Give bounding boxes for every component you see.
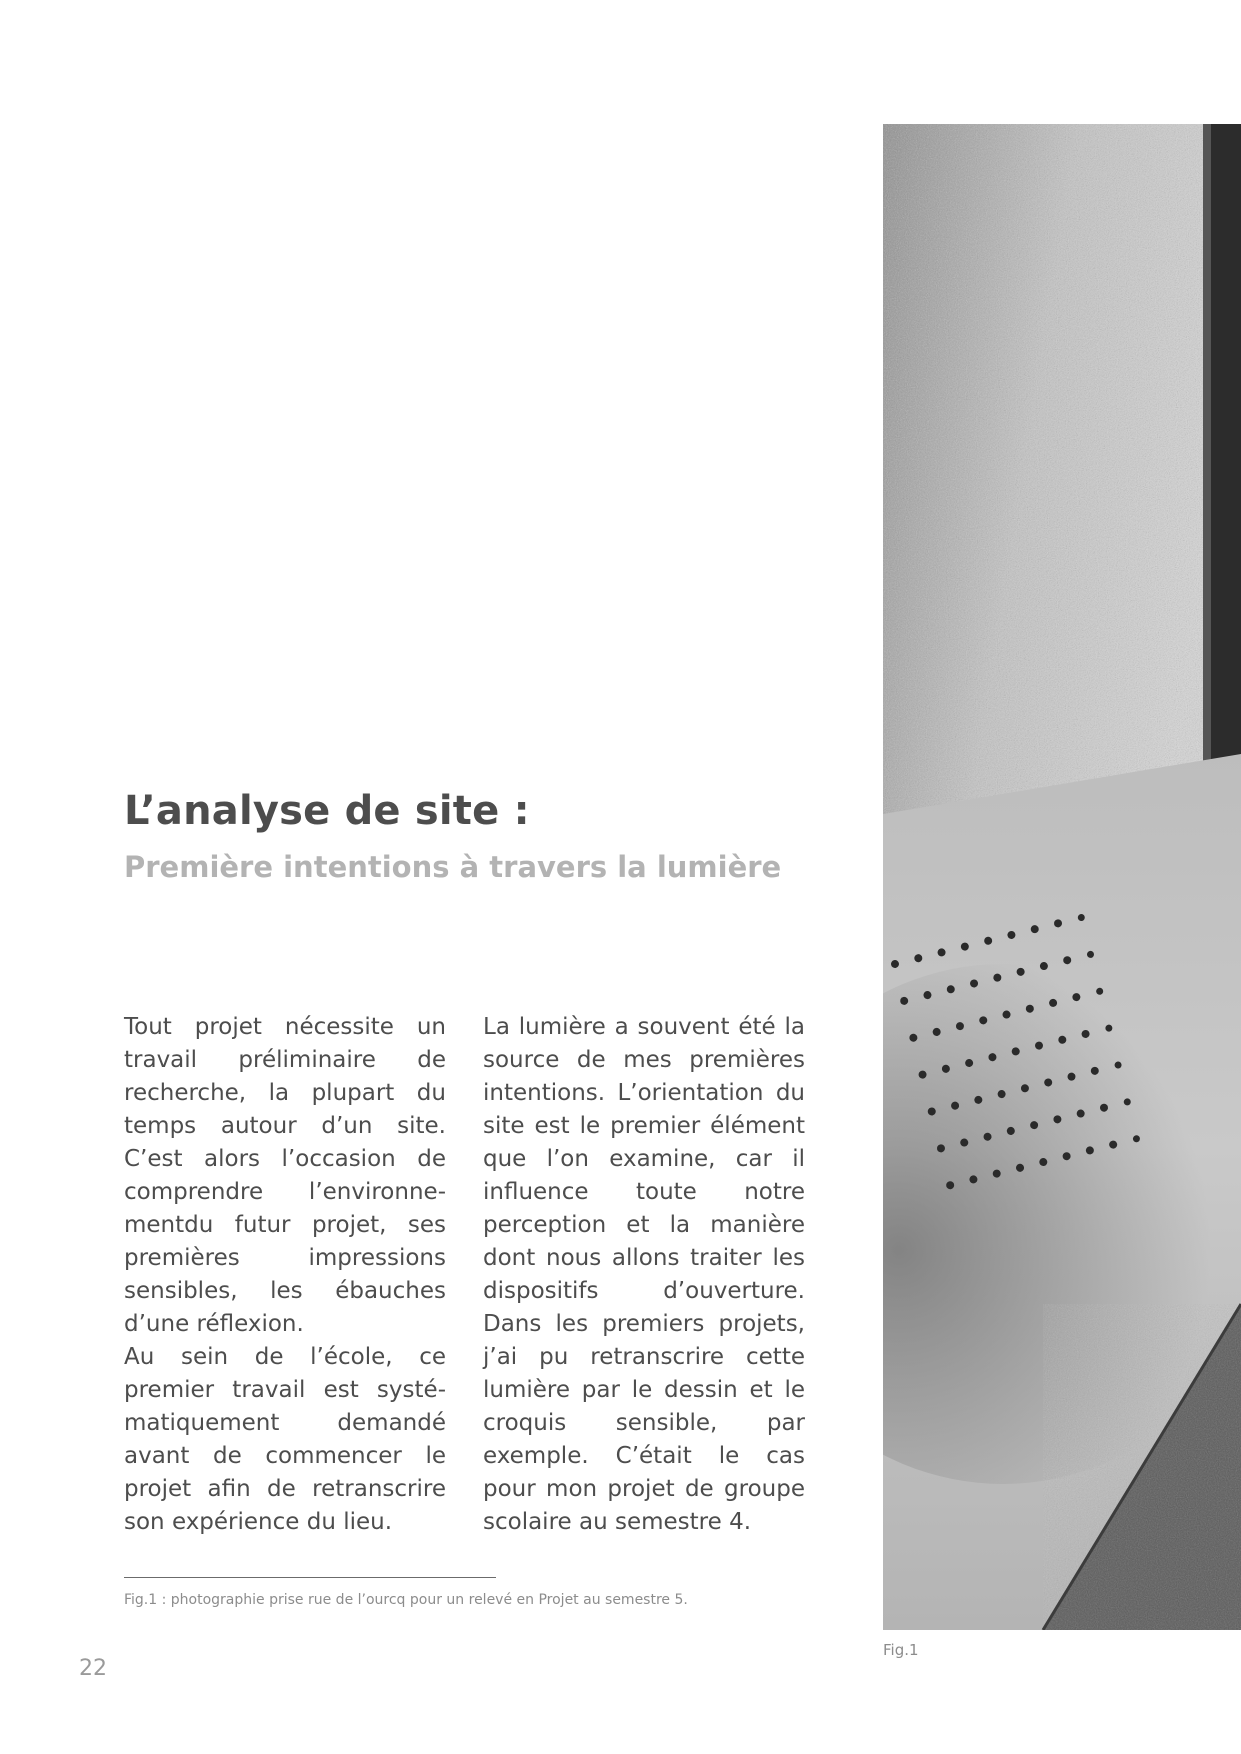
- body-paragraph: La lumière a souvent été la source de mes premières intentions. L’orientation du site est le premier élément que l’on examine, car il influence toute notre perception et la manière dont nous allons traiter les dispositifs d’ouverture. Dans les premiers projets, j’ai pu retranscrire cette lumière par le dessin et le croquis sensible, par exemple. C’était le cas pour mon projet de groupe scolaire au semestre 4.: [483, 1014, 805, 1535]
- page-number: 22: [79, 1656, 107, 1681]
- figure-photo: [883, 124, 1241, 1630]
- section-subtitle: Première intentions à travers la lumière: [124, 850, 782, 884]
- footnote-divider: [124, 1577, 496, 1578]
- body-paragraph: Tout projet nécessite un travail préliminaire de recherche, la plupart du temps autour d’un site. C’est alors l’occasion de comprendre l’environnementdu futur projet, ses premières impressions sensibles, les ébauches d’une réflexion.: [124, 1014, 446, 1337]
- footnote: Fig.1 : photographie prise rue de l’ourcq pour un relevé en Projet au semestre 5.: [124, 1592, 688, 1608]
- body-column-right: [483, 1011, 805, 1539]
- figure-label: Fig.1: [883, 1641, 919, 1659]
- body-paragraph: Au sein de l’école, ce premier travail est systématiquement demandé avant de commencer le projet afin de retranscrire son expérience du lieu.: [124, 1344, 446, 1535]
- body-column-left: [124, 1011, 446, 1539]
- wall-photograph: [883, 124, 1241, 1630]
- section-title: L’analyse de site :: [124, 788, 530, 834]
